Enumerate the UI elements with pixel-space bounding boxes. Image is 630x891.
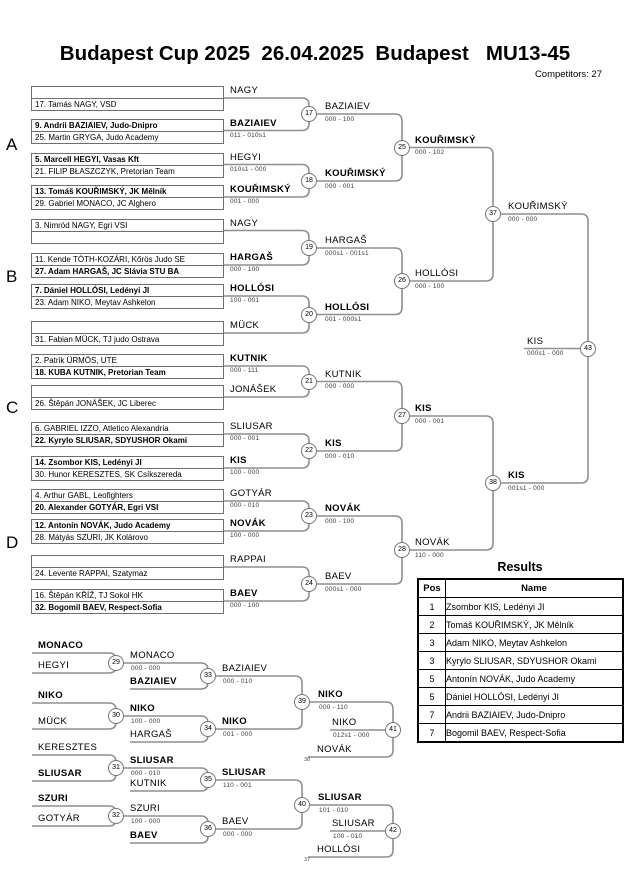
winner-label: NIKO [130,703,155,714]
player-box: 17. Tamás NAGY, VSD [31,98,224,111]
player-box: 21. FILIP BŁASZCZYK, Pretorian Team [31,165,224,178]
player-box: 13. Tomáš KOUŘIMSKÝ, JK Mělník [31,185,224,198]
bracket-line [224,98,309,114]
match-score: 000 - 000 [508,215,538,223]
winner-label: KOUŘIMSKÝ [508,201,568,212]
match-score: 100 - 001 [230,297,260,304]
match-score: 000 - 100 [415,282,445,290]
winner-label: GOTYÁR [230,488,272,499]
result-name: Bogomil BAEV, Respect-Sofia [446,724,624,743]
repechage-entry: KERESZTES [38,742,98,753]
match-score: 100 - 000 [131,718,161,725]
result-name: Tomáš KOUŘIMSKÝ, JK Mělník [446,616,624,634]
section-label-D: D [6,533,19,552]
winner-label: BAZIAIEV [222,663,268,674]
section-label-C: C [6,398,19,417]
match-score: 000s1 - 001s1 [325,249,369,257]
repechage-drop-in: HOLLÓSI [317,844,361,855]
match-node: 21 [301,374,317,390]
match-node: 34 [200,721,216,737]
repechage-entry: HEGYI [38,660,70,671]
match-score: 000s1 - 000 [325,585,362,593]
match-score: 001 - 000 [223,731,253,738]
bracket-line [32,703,116,716]
player-box [31,231,224,244]
repechage-entry: SZURI [38,793,68,804]
result-row [418,652,623,670]
match-score: 001 - 000 [230,198,260,205]
results-col-name: Name [446,579,624,598]
winner-label: NIKO [318,689,343,700]
match-score: 000 - 010 [325,452,355,460]
winner-label: KIS [325,438,342,449]
bracket-line [224,231,309,249]
player-box: 9. Andrii BAZIAIEV, Judo-Dnipro [31,119,224,132]
result-pos: 7 [418,724,446,743]
repechage-entry: MONACO [38,640,84,651]
match-node: 17 [301,106,317,122]
results-header-row [418,579,623,598]
repechage-entry: MÜCK [38,716,68,727]
player-box: 3. Nimród NAGY, Egri VSI [31,219,224,232]
match-node: 39 [294,694,310,710]
winner-label: NOVÁK [230,518,266,529]
player-box: 20. Alexander GOTYÁR, Egri VSI [31,501,224,514]
result-pos: 3 [418,634,446,652]
result-row [418,598,623,616]
player-box: 28. Mátyás SZURI, JK Kolárovo [31,531,224,544]
match-score: 000 - 110 [319,704,348,711]
player-box: 5. Marcell HEGYI, Vasas Kft [31,153,224,166]
match-score: 101 - 010 [319,807,349,814]
result-name: Adam NIKO, Meytav Ashkelon [446,634,624,652]
match-score: 100 - 010 [333,833,363,840]
match-score: 000 - 000 [325,383,355,390]
match-score: 000 - 111 [230,367,259,374]
match-node: 29 [108,655,124,671]
repechage-entry: SLIUSAR [38,768,82,779]
match-node: 35 [200,772,216,788]
winner-label: KOUŘIMSKÝ [325,168,386,179]
result-pos: 2 [418,616,446,634]
player-box: 18. KUBA KUTNIK, Pretorian Team [31,366,224,379]
page-title: Budapest Cup 2025 26.04.2025 Budapest MU13-45 [59,42,571,65]
bracket-line [501,349,588,484]
match-node: 42 [385,823,401,839]
winner-label: KUTNIK [325,368,362,380]
player-box: 22. Kyrylo SLIUSAR, SDYUSHOR Okami [31,434,224,447]
match-node: 23 [301,508,317,524]
winner-label: KUTNIK [230,353,268,364]
match-score: 100 - 000 [131,818,161,825]
winner-label: SLIUSAR [130,755,174,766]
winner-label: NAGY [230,217,259,229]
source-match-number: 38 [304,757,311,763]
result-name: Andrii BAZIAIEV, Judo-Dnipro [446,706,624,724]
match-score: 000 - 001 [415,417,445,425]
repechage-drop-in: HARGAŠ [130,729,172,740]
competitors-count: Competitors: 27 [534,69,602,80]
repechage-drop-in: NOVÁK [317,744,352,755]
section-label-B: B [6,267,18,286]
winner-label: HOLLÓSI [230,283,275,294]
winner-label: HARGAŠ [325,235,367,246]
player-box: 23. Adam NIKO, Meytav Ashkelon [31,296,224,309]
winner-label: KIS [508,470,525,481]
result-row [418,670,623,688]
bracket-line [410,148,493,215]
winner-label: MONACO [130,650,175,661]
winner-label: HEGYI [230,151,262,163]
player-box: 12. Antonín NOVÁK, Judo Academy [31,519,224,532]
result-name: Zsombor KIS, Ledényi JI [446,598,624,616]
repechage-drop-in: BAZIAIEV [130,676,177,687]
bracket-line [224,567,309,584]
match-node: 28 [394,542,410,558]
result-pos: 3 [418,652,446,670]
match-score: 000 - 010 [230,502,260,509]
match-node: 38 [485,475,501,491]
results-table [417,578,624,743]
match-score: 000 - 102 [415,149,445,156]
match-node: 41 [385,722,401,738]
match-node: 26 [394,273,410,289]
winner-label: NAGY [230,85,259,96]
player-box: 26. Štěpán JONÁŠEK, JC Liberec [31,397,224,410]
player-box: 24. Levente RAPPAI, Szatymaz [31,567,224,580]
match-score: 012s1 - 000 [333,732,370,739]
match-score: 000 - 000 [223,831,253,838]
player-box: 16. Štěpán KŘÍŽ, TJ Sokol HK [31,589,224,602]
winner-label: MÜCK [230,320,260,331]
player-box: 11. Kende TÓTH-KOZÁRI, Kőrös Judo SE [31,253,224,266]
match-node: 43 [580,341,596,357]
match-score: 000s1 - 000 [527,350,564,357]
match-node: 18 [301,173,317,189]
winner-label: BAEV [222,816,249,827]
winner-label: NIKO [332,717,357,728]
results-title: Results [497,560,543,574]
result-name: Dániel HOLLÓSI, Ledényi JI [446,688,624,706]
result-name: Antonín NOVÁK, Judo Academy [446,670,624,688]
player-box: 7. Dániel HOLLÓSI, Ledényi JI [31,284,224,297]
winner-label: BAZIAIEV [230,117,277,129]
winner-label: SZURI [130,803,160,814]
winner-label: RAPPAI [230,554,266,565]
match-score: 011 - 010s1 [230,131,267,139]
winner-label: KIS [527,335,544,347]
winner-label: NOVÁK [415,537,450,548]
match-score: 000 - 000 [131,665,161,672]
winner-label: HOLLÓSI [325,301,370,313]
match-score: 000 - 001 [325,182,355,190]
bracket-line [410,416,493,483]
results-col-pos: Pos [418,579,446,598]
match-score: 001s1 - 000 [508,484,545,492]
match-node: 37 [485,206,501,222]
result-row [418,688,623,706]
winner-label: SLIUSAR [222,767,266,778]
match-score: 110 - 001 [223,782,252,789]
winner-label: BAEV [230,588,258,599]
bracket-line [32,755,116,768]
winner-label: KOUŘIMSKÝ [230,184,291,195]
match-score: 000 - 100 [325,115,355,123]
winner-label: SLIUSAR [230,421,273,432]
player-box: 27. Adam HARGAŠ, JC Slávia STU BA [31,265,224,278]
match-score: 000 - 100 [230,602,260,609]
player-box: 32. Bogomil BAEV, Respect-Sofia [31,601,224,614]
winner-label: KOUŘIMSKÝ [415,134,476,146]
winner-label: SLIUSAR [318,792,362,803]
section-label-A: A [6,135,18,154]
match-score: 000 - 010 [223,678,253,685]
match-score: 000 - 001 [230,435,260,442]
match-node: 24 [301,576,317,592]
match-node: 27 [394,408,410,424]
result-pos: 5 [418,670,446,688]
winner-label: NIKO [222,716,247,727]
winner-label: BAEV [325,571,352,582]
result-pos: 5 [418,688,446,706]
repechage-entry: NIKO [38,690,63,701]
match-score: 000 - 010 [131,770,161,777]
result-row [418,706,623,724]
result-pos: 7 [418,706,446,724]
winner-label: HOLLÓSI [415,268,459,279]
match-score: 110 - 000 [415,551,444,559]
match-node: 36 [200,821,216,837]
bracket-line [501,214,588,349]
result-pos: 1 [418,598,446,616]
player-box: 6. GABRIEL IZZO, Atletico Alexandria [31,422,224,435]
repechage-drop-in: KUTNIK [130,778,167,789]
match-score: 000 - 100 [325,517,355,525]
repechage-drop-in: BAEV [130,830,158,841]
match-node: 22 [301,443,317,459]
player-box: 4. Arthur GABL, Leofighters [31,489,224,502]
winner-label: SLIUSAR [332,818,375,829]
match-node: 31 [108,760,124,776]
player-box: 2. Patrik ÜRMÖS, UTE [31,354,224,367]
match-score: 001 - 000s1 [325,316,362,323]
match-score: 100 - 000 [230,532,260,539]
match-node: 32 [108,808,124,824]
result-row [418,634,623,652]
match-node: 40 [294,797,310,813]
winner-label: HARGAŠ [230,252,273,263]
match-node: 33 [200,668,216,684]
result-row [418,724,623,743]
match-node: 20 [301,307,317,323]
result-name: Kyrylo SLIUSAR, SDYUSHOR Okami [446,652,624,670]
match-score: 000 - 100 [230,266,260,273]
match-node: 30 [108,708,124,724]
result-row [418,616,623,634]
player-box: 29. Gabriel MONACO, JC Alghero [31,197,224,210]
repechage-entry: GOTYÁR [38,813,80,824]
match-score: 010s1 - 000 [230,165,267,173]
winner-label: JONÁŠEK [230,384,277,395]
player-box: 30. Hunor KERESZTES, SK Csíkszereda [31,468,224,481]
match-score: 100 - 000 [230,469,260,476]
match-node: 19 [301,240,317,256]
player-box: 14. Zsombor KIS, Ledényi JI [31,456,224,469]
player-box: 25. Martin GRYGA, Judo Academy [31,131,224,144]
match-node: 25 [394,140,410,156]
winner-label: NOVÁK [325,503,361,514]
winner-label: KIS [230,455,247,466]
player-box: 31. Fabian MÜCK, TJ judo Ostrava [31,333,224,346]
source-match-number: 37 [304,857,311,863]
winner-label: KIS [415,403,432,414]
winner-label: BAZIAIEV [325,101,371,112]
